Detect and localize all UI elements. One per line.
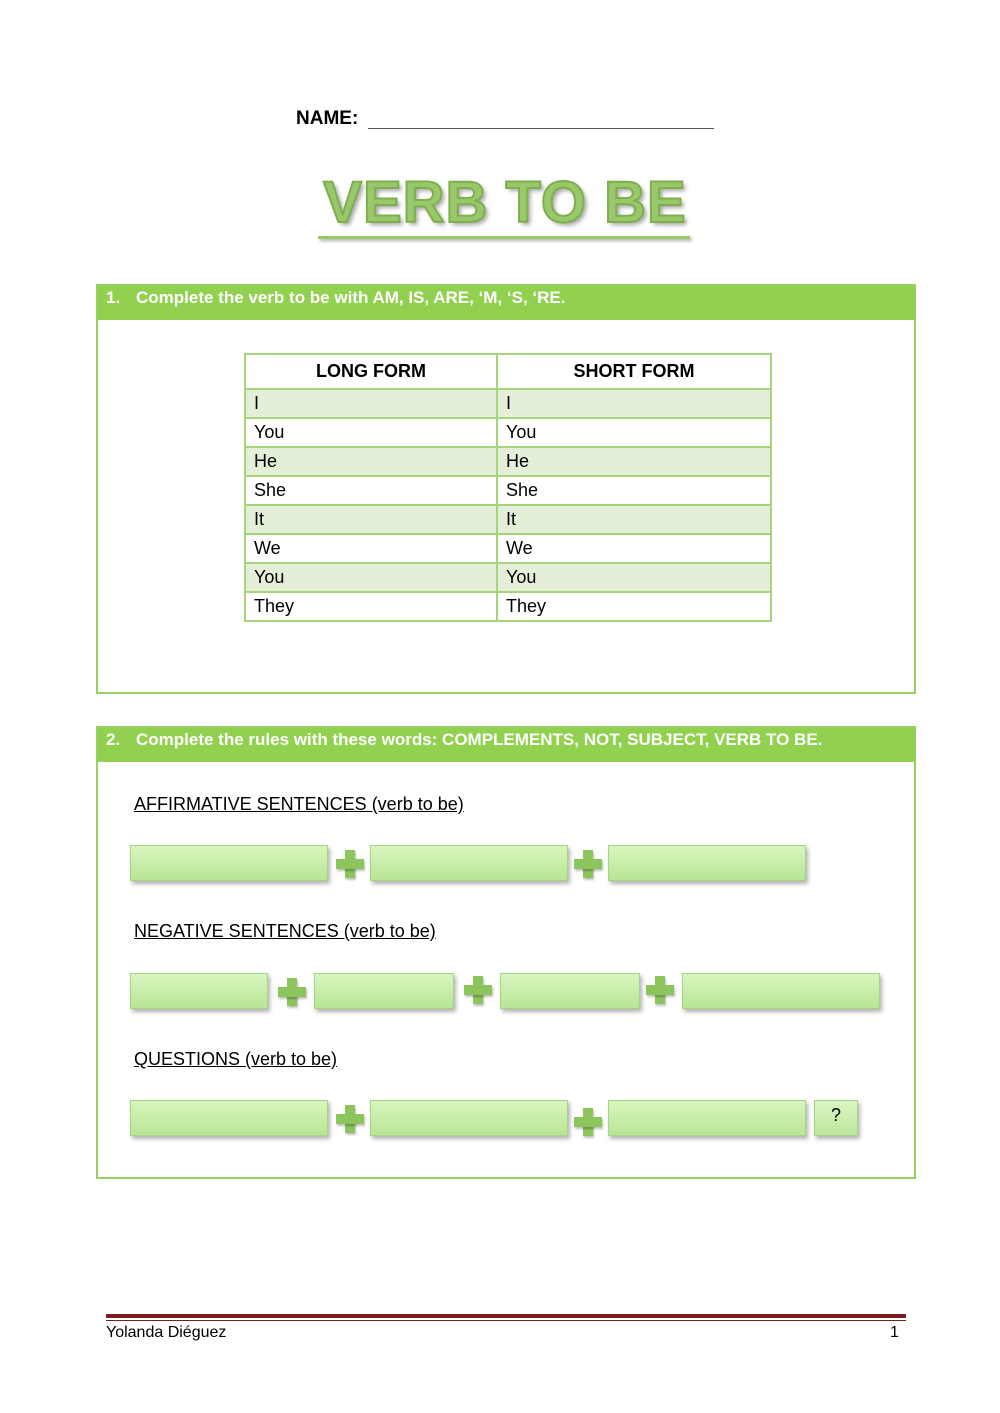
long-form-cell[interactable]: You <box>245 563 497 592</box>
long-form-cell[interactable]: We <box>245 534 497 563</box>
name-row <box>296 104 726 134</box>
plus-icon <box>336 1105 364 1133</box>
short-form-cell[interactable]: You <box>497 418 771 447</box>
exercise-2-header <box>98 728 914 762</box>
plus-icon <box>646 976 674 1004</box>
long-form-cell[interactable]: It <box>245 505 497 534</box>
column-header-long-form: LONG FORM <box>245 354 497 389</box>
exercise-1-box <box>96 284 916 694</box>
footer-page-number: 1 <box>890 1324 899 1341</box>
exercise-2-instruction: Complete the rules with these words: COMPLEMENTS, NOT, SUBJECT, VERB TO BE. <box>136 730 823 749</box>
table-row <box>245 389 771 418</box>
long-form-cell[interactable]: She <box>245 476 497 505</box>
short-form-cell[interactable]: I <box>497 389 771 418</box>
plus-icon <box>574 1108 602 1136</box>
plus-icon <box>336 850 364 878</box>
negative-slot-4[interactable] <box>682 973 880 1009</box>
name-input-line[interactable] <box>368 128 714 129</box>
exercise-2-number: 2. <box>106 730 121 749</box>
table-row <box>245 534 771 563</box>
questions-heading: QUESTIONS (verb to be) <box>134 1049 338 1069</box>
affirmative-slot-2[interactable] <box>370 845 568 881</box>
table-row <box>245 476 771 505</box>
long-form-cell[interactable]: They <box>245 592 497 621</box>
table-header-row <box>245 354 771 389</box>
affirmative-heading: AFFIRMATIVE SENTENCES (verb to be) <box>134 794 464 814</box>
negative-heading: NEGATIVE SENTENCES (verb to be) <box>134 921 436 941</box>
plus-icon <box>464 976 492 1004</box>
negative-slot-1[interactable] <box>130 973 268 1009</box>
question-slot-1[interactable] <box>130 1100 328 1136</box>
plus-icon <box>278 978 306 1006</box>
table-row <box>245 418 771 447</box>
plus-icon <box>574 850 602 878</box>
affirmative-slot-3[interactable] <box>608 845 806 881</box>
short-form-cell[interactable]: It <box>497 505 771 534</box>
table-row <box>245 447 771 476</box>
question-slot-3[interactable] <box>608 1100 806 1136</box>
footer-rule <box>106 1314 906 1318</box>
long-form-cell[interactable]: I <box>245 389 497 418</box>
table-row <box>245 505 771 534</box>
question-slot-2[interactable] <box>370 1100 568 1136</box>
affirmative-slot-1[interactable] <box>130 845 328 881</box>
long-form-cell[interactable]: You <box>245 418 497 447</box>
footer-author: Yolanda Diéguez <box>106 1324 227 1341</box>
forms-table <box>244 353 772 622</box>
table-row <box>245 592 771 621</box>
table-row <box>245 563 771 592</box>
title-underline <box>318 236 690 239</box>
short-form-cell[interactable]: They <box>497 592 771 621</box>
exercise-1-number: 1. <box>106 288 121 307</box>
question-mark-box: ? <box>814 1100 858 1136</box>
short-form-cell[interactable]: She <box>497 476 771 505</box>
exercise-1-header <box>98 286 914 320</box>
negative-slot-2[interactable] <box>314 973 454 1009</box>
exercise-1-instruction: Complete the verb to be with AM, IS, ARE, ‘M, ‘S, ‘RE. <box>136 288 566 307</box>
page-title: VERB TO BE <box>323 170 687 235</box>
long-form-cell[interactable]: He <box>245 447 497 476</box>
short-form-cell[interactable]: He <box>497 447 771 476</box>
short-form-cell[interactable]: We <box>497 534 771 563</box>
column-header-short-form: SHORT FORM <box>497 354 771 389</box>
name-label: NAME: <box>296 108 359 129</box>
negative-slot-3[interactable] <box>500 973 640 1009</box>
exercise-2-box <box>96 726 916 1179</box>
short-form-cell[interactable]: You <box>497 563 771 592</box>
footer-rule-thin <box>106 1320 906 1321</box>
